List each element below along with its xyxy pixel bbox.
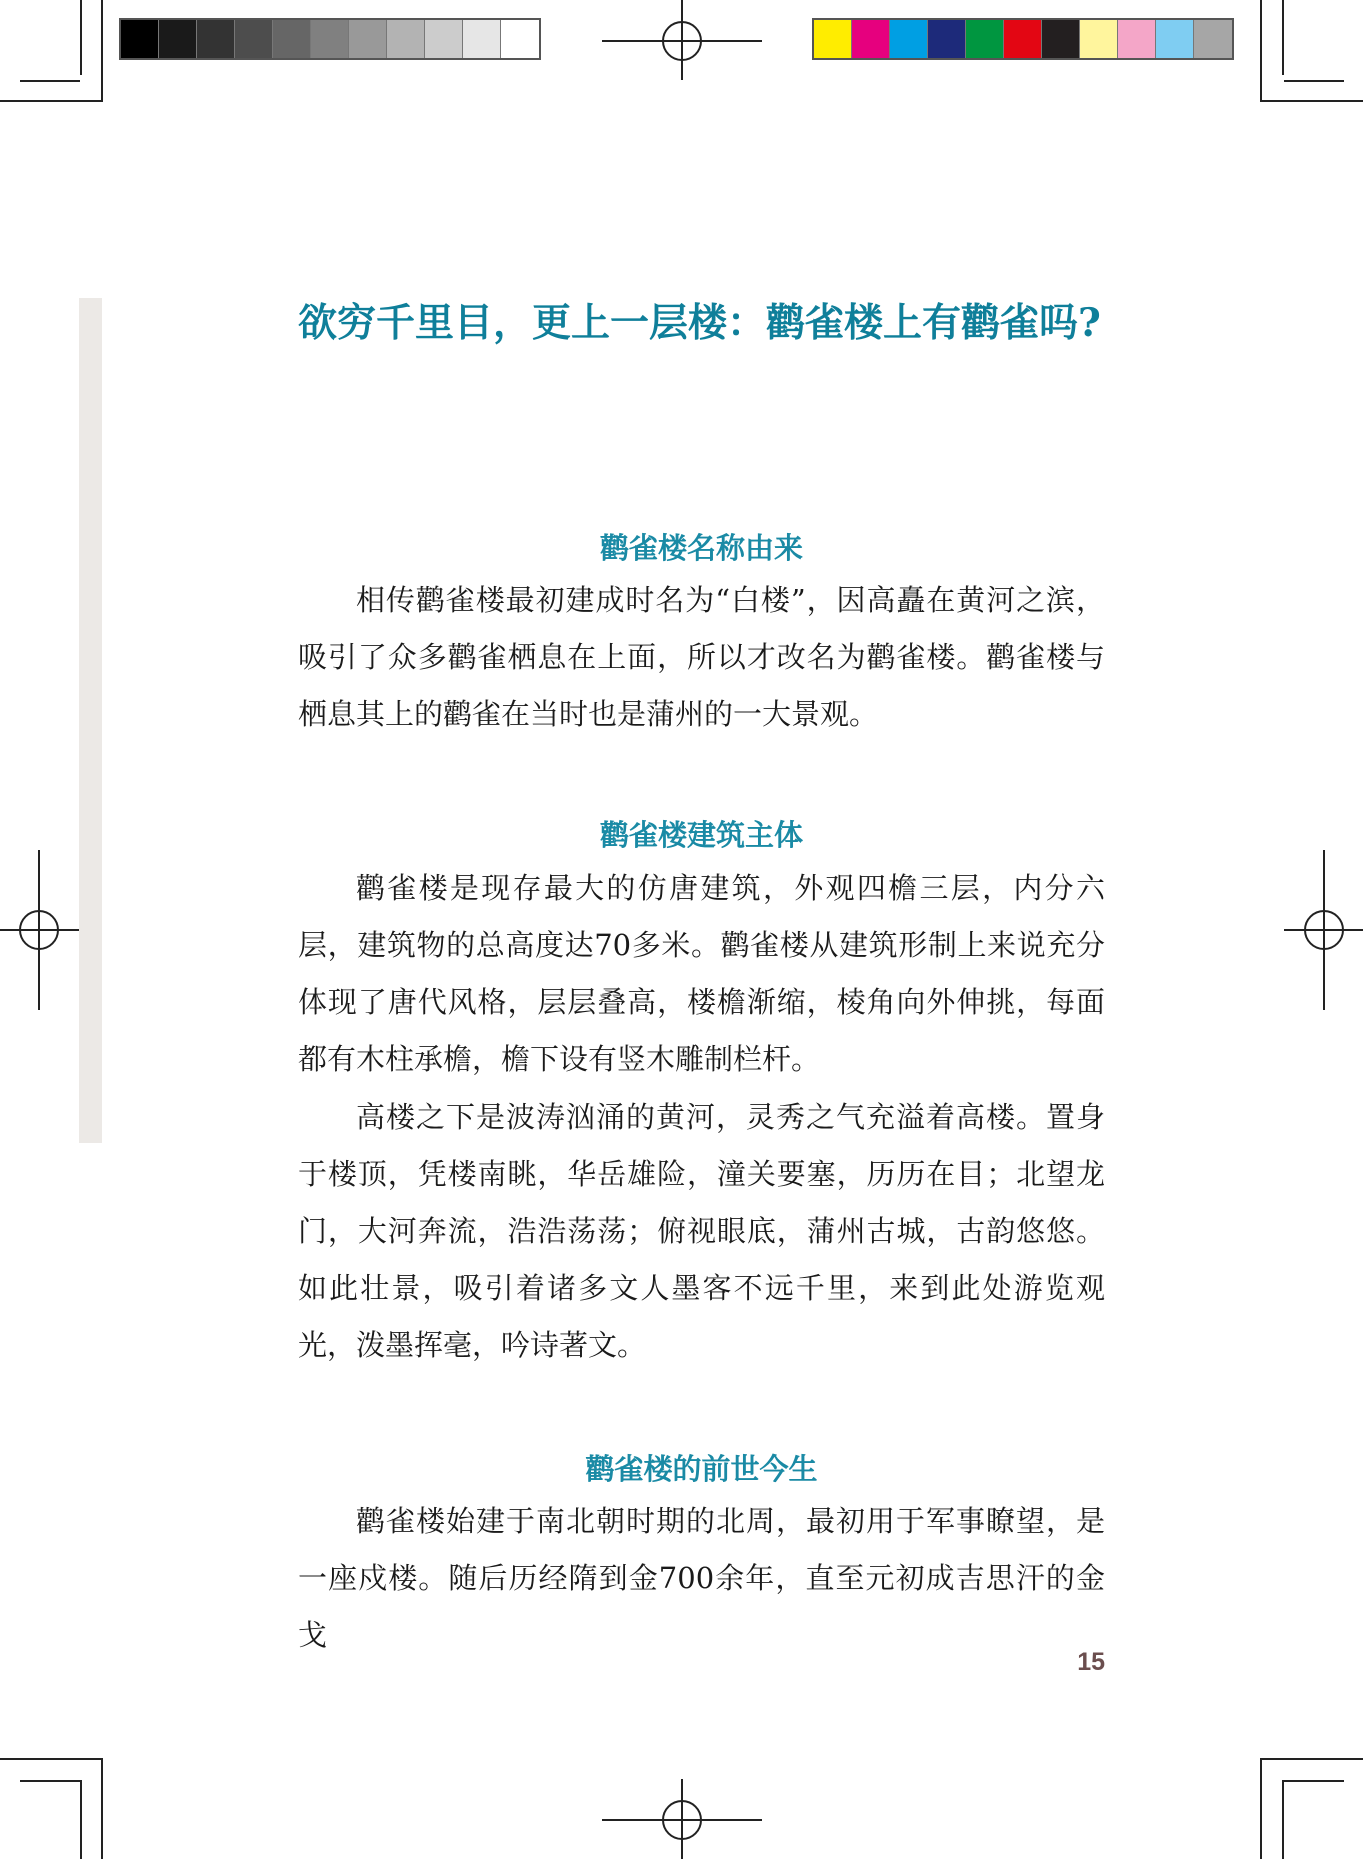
crop-mark [80,0,82,75]
color-calibration-bar [812,18,1234,60]
color-swatch [387,20,425,58]
color-swatch [349,20,387,58]
color-swatch [121,20,159,58]
color-swatch [852,20,890,58]
color-swatch [501,20,539,58]
crop-mark [101,0,103,100]
paragraph: 高楼之下是波涛汹涌的黄河，灵秀之气充溢着高楼。置身于楼顶，凭楼南眺，华岳雄险，潼关要塞，历历在目；北望龙门，大河奔流，浩浩荡荡；俯视眼底，蒲州古城，古韵悠悠。如此壮景，吸引着诸多文人墨客不远千里，来到此处游览观光，泼墨挥毫，吟诗著文。 [298,1100,1105,1362]
crop-mark [1282,0,1284,75]
color-swatch [1080,20,1118,58]
color-swatch [1156,20,1194,58]
crop-mark [20,80,80,82]
color-swatch [1194,20,1232,58]
paragraph: 鹳雀楼始建于南北朝时期的北周，最初用于军事瞭望，是一座戍楼。随后历经隋到金700余年，直至元初成吉思汗的金戈 [298,1504,1105,1652]
color-swatch [890,20,928,58]
crop-mark [1260,1758,1363,1760]
section-heading: 鹳雀楼名称由来 [599,531,803,565]
paragraph: 鹳雀楼是现存最大的仿唐建筑，外观四檐三层，内分六层，建筑物的总高度达70多米。鹳雀楼从建筑形制上来说充分体现了唐代风格，层层叠高，楼檐渐缩，棱角向外伸挑，每面都有木柱承檐，檐下设有竖木雕制栏杆。 [298,871,1105,1076]
crop-mark [80,1780,82,1859]
color-swatch [197,20,235,58]
crop-mark [0,100,103,102]
color-swatch [966,20,1004,58]
color-swatch [1118,20,1156,58]
color-swatch [311,20,349,58]
paragraph: 相传鹳雀楼最初建成时名为“白楼”，因高矗在黄河之滨，吸引了众多鹳雀栖息在上面，所以才改名为鹳雀楼。鹳雀楼与栖息其上的鹳雀在当时也是蒲州的一大景观。 [298,583,1105,731]
page-number: 15 [1077,1648,1105,1676]
crop-mark [20,1780,80,1782]
crop-mark [1284,1780,1344,1782]
crop-mark [1284,80,1344,82]
color-swatch [273,20,311,58]
color-swatch [425,20,463,58]
side-strip [79,298,102,1143]
crop-mark [1260,100,1363,102]
color-swatch [1004,20,1042,58]
color-swatch [928,20,966,58]
crop-mark [1260,0,1262,100]
crop-mark [1282,1780,1284,1859]
color-swatch [814,20,852,58]
color-swatch [1042,20,1080,58]
crop-mark [1260,1758,1262,1859]
color-swatch [235,20,273,58]
color-swatch [463,20,501,58]
page-title: 欲穷千里目，更上一层楼：鹳雀楼上有鹳雀吗? [298,300,1101,346]
grayscale-calibration-bar [119,18,541,60]
color-swatch [159,20,197,58]
section-heading: 鹳雀楼建筑主体 [599,818,803,852]
crop-mark [0,1758,103,1760]
section-heading: 鹳雀楼的前世今生 [585,1452,818,1486]
crop-mark [101,1758,103,1859]
